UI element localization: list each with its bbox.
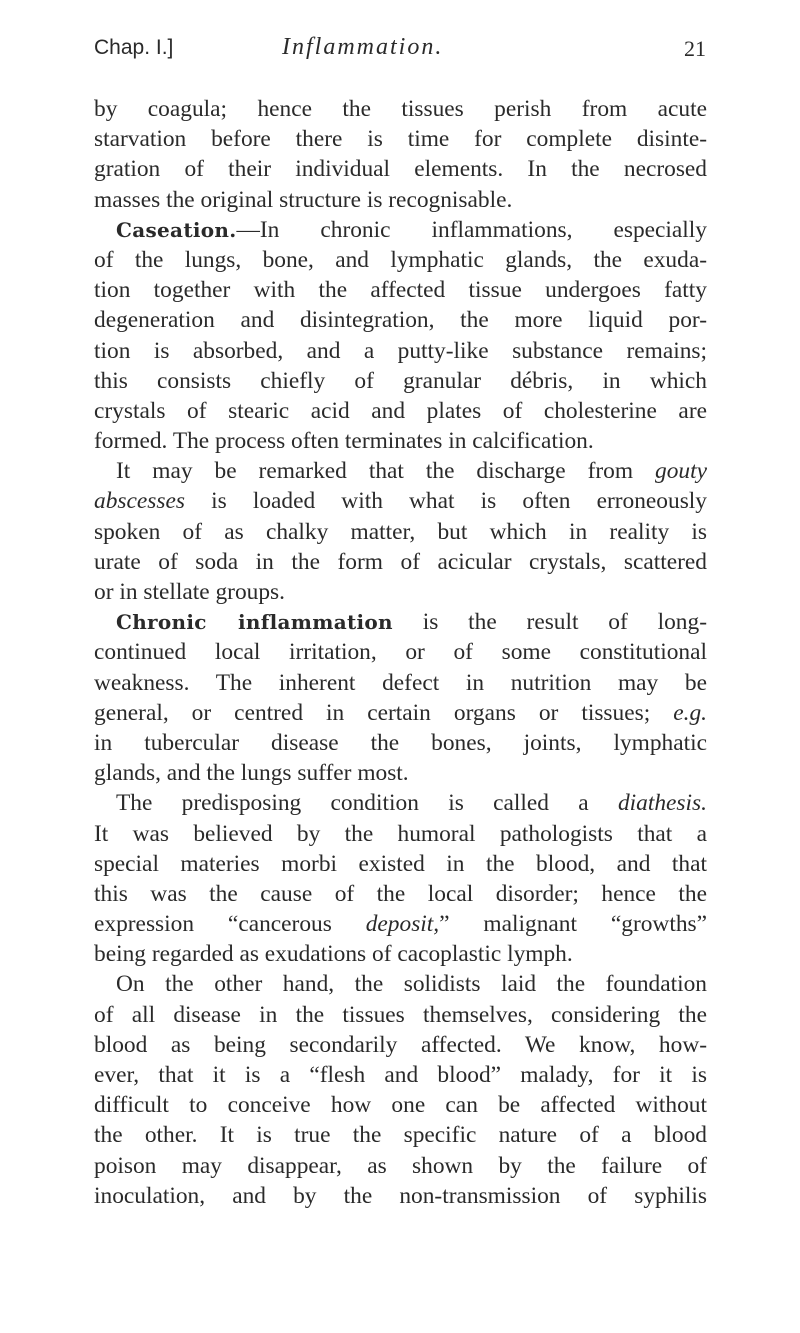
text-line: [94, 456, 707, 486]
text-line: [94, 215, 707, 245]
text-line: [94, 275, 707, 305]
text-line: [94, 849, 707, 879]
text-run: by coagula; hence the tissues perish from acute: [94, 96, 707, 122]
text-line: [94, 969, 707, 999]
text-run: urate of soda in the form of acicular crystals, scattered: [94, 548, 707, 575]
text-run: blood as being secondarily affected. We know, how-: [94, 1031, 707, 1058]
italic-term: diathesis.: [617, 790, 707, 817]
text-run: expression “cancerous: [94, 911, 366, 938]
text-run: poison may disappear, as shown by the failure of: [94, 1152, 707, 1179]
text-line: [94, 305, 707, 335]
text-line: [94, 547, 707, 577]
text-run: this consists chiefly of granular débris, in which: [94, 367, 707, 394]
text-line: [94, 94, 707, 124]
text-run: general, or centred in certain organs or tissues;: [94, 699, 674, 726]
section-heading: Caseation.: [116, 217, 237, 242]
text-line: [94, 336, 707, 366]
text-line: [94, 396, 707, 426]
text-line: [94, 577, 707, 607]
text-line: [94, 1030, 707, 1060]
running-title: Inflammation.: [282, 34, 444, 60]
italic-term: deposit,: [365, 911, 440, 938]
text-run: in tubercular disease the bones, joints, lymphatic: [94, 729, 707, 756]
text-run: of the lungs, bone, and lymphatic glands, the exuda-: [94, 246, 707, 273]
italic-term: e.g.: [673, 699, 707, 726]
text-line: [94, 1120, 707, 1150]
text-run: —In chronic inflammations, especially: [236, 216, 707, 243]
italic-term: abscesses: [94, 488, 185, 515]
text-line: [94, 185, 707, 215]
running-head: [94, 36, 706, 68]
text-run: spoken of as chalky matter, but which in reality is: [94, 518, 707, 545]
text-run: is loaded with what is often erroneously: [184, 488, 707, 515]
text-run: tion together with the affected tissue undergoes fatty: [94, 277, 707, 304]
text-line: [94, 1181, 707, 1211]
text-line: [94, 366, 707, 396]
text-line: [94, 486, 707, 516]
text-run: or in stellate groups.: [94, 579, 285, 605]
text-run: weakness. The inherent defect in nutrition may be: [94, 669, 707, 696]
text-run: inoculation, and by the non-transmission of syphilis: [94, 1182, 707, 1209]
text-line: [94, 1000, 707, 1030]
text-line: [94, 698, 707, 728]
text-line: [94, 939, 707, 969]
text-run: of all disease in the tissues themselves, considering the: [94, 1001, 707, 1028]
text-line: [94, 879, 707, 909]
text-run: continued local irritation, or of some constitutional: [94, 639, 707, 666]
page-number: 21: [684, 36, 706, 61]
text-run: this was the cause of the local disorder; hence the: [94, 880, 707, 907]
text-line: [94, 245, 707, 275]
text-line: [94, 728, 707, 758]
text-line: [94, 637, 707, 667]
text-line: [94, 124, 707, 154]
text-line: [94, 788, 707, 818]
text-run: degeneration and disintegration, the more liquid por-: [94, 307, 707, 334]
text-line: [94, 1060, 707, 1090]
section-heading: Chronic inflammation: [116, 610, 393, 635]
text-run: tion is absorbed, and a putty-like substance remains;: [94, 337, 707, 364]
text-run: ” malignant “growths”: [439, 911, 708, 938]
text-run: It was believed by the humoral pathologists that a: [94, 820, 707, 847]
text-line: [94, 758, 707, 788]
text-run: The predisposing condition is called a: [116, 790, 618, 817]
text-line: [94, 1151, 707, 1181]
text-run: ever, that it is a “flesh and blood” malady, for it is: [94, 1062, 707, 1088]
text-line: [94, 517, 707, 547]
italic-term: gouty: [655, 458, 707, 485]
text-run: is the result of long-: [392, 609, 707, 636]
text-run: On the other hand, the solidists laid the foundation: [116, 971, 707, 998]
text-run: It may be remarked that the discharge from: [116, 458, 656, 485]
text-run: difficult to conceive how one can be affected without: [94, 1092, 707, 1119]
text-line: [94, 909, 707, 939]
text-run: glands, and the lungs suffer most.: [94, 760, 409, 787]
text-run: special materies morbi existed in the blood, and that: [94, 850, 707, 877]
text-run: starvation before there is time for complete disinte-: [94, 126, 707, 153]
text-line: [94, 819, 707, 849]
text-line: [94, 426, 707, 456]
text-run: crystals of stearic acid and plates of cholesterine are: [94, 397, 707, 424]
text-run: masses the original structure is recognisable.: [94, 186, 513, 213]
text-run: being regarded as exudations of cacoplastic lymph.: [94, 941, 573, 968]
body-text: [94, 94, 707, 1211]
text-line: [94, 668, 707, 698]
text-run: gration of their individual elements. In the necrosed: [94, 156, 707, 183]
text-run: formed. The process often terminates in calcification.: [94, 428, 594, 455]
text-line: [94, 154, 707, 184]
text-run: the other. It is true the specific nature of a blood: [94, 1122, 707, 1149]
text-line: [94, 1090, 707, 1120]
chapter-label: Chap. I.]: [94, 36, 174, 59]
text-line: [94, 607, 707, 637]
